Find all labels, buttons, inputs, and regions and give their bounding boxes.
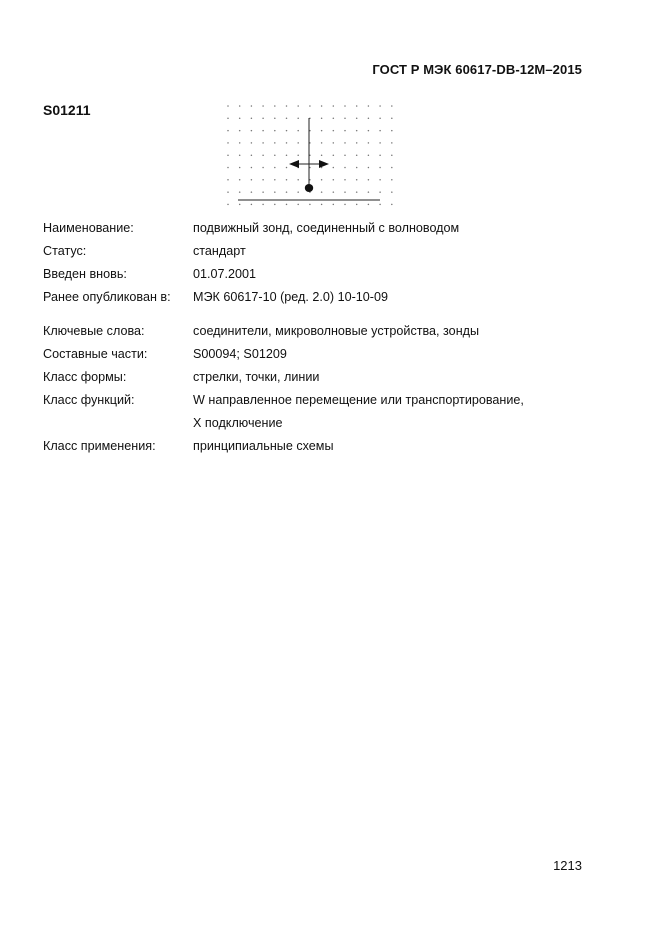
grid-dot bbox=[227, 167, 229, 169]
grid-dot bbox=[227, 130, 229, 132]
grid-dot bbox=[251, 204, 253, 206]
grid-dot bbox=[262, 179, 264, 181]
grid-dot bbox=[356, 167, 358, 169]
grid-dot bbox=[251, 167, 253, 169]
grid-dot bbox=[251, 179, 253, 181]
property-value: соединители, микроволновые устройства, зонды bbox=[193, 324, 480, 338]
grid-dot bbox=[309, 204, 311, 206]
grid-dot bbox=[286, 179, 288, 181]
grid-dot bbox=[274, 118, 276, 120]
grid-dot bbox=[379, 130, 381, 132]
property-label: Статус: bbox=[43, 244, 87, 258]
grid-dot bbox=[227, 142, 229, 144]
grid-dot bbox=[286, 167, 288, 169]
grid-dot bbox=[391, 142, 393, 144]
grid-dot bbox=[274, 179, 276, 181]
grid-dot bbox=[297, 142, 299, 144]
grid-dot bbox=[379, 105, 381, 107]
grid-dot bbox=[391, 179, 393, 181]
grid-dot bbox=[321, 191, 323, 193]
grid-dot bbox=[239, 179, 241, 181]
grid-dot bbox=[368, 130, 370, 132]
grid-dot bbox=[227, 204, 229, 206]
property-label: Введен вновь: bbox=[43, 267, 127, 281]
grid-dot bbox=[356, 204, 358, 206]
grid-dot bbox=[297, 130, 299, 132]
grid-dot bbox=[379, 167, 381, 169]
grid-dot bbox=[356, 154, 358, 156]
property-label: Класс применения: bbox=[43, 439, 156, 453]
grid-dot bbox=[321, 142, 323, 144]
grid-dot bbox=[251, 154, 253, 156]
grid-dot bbox=[368, 204, 370, 206]
grid-dot bbox=[262, 130, 264, 132]
arrow-head-left bbox=[289, 160, 299, 168]
grid-dot bbox=[344, 204, 346, 206]
grid-dot bbox=[344, 154, 346, 156]
grid-dot bbox=[368, 191, 370, 193]
grid-dot bbox=[262, 154, 264, 156]
grid-dot bbox=[333, 105, 335, 107]
property-label: Класс функций: bbox=[43, 393, 135, 407]
grid-dot bbox=[286, 105, 288, 107]
grid-dot bbox=[333, 191, 335, 193]
grid-dot bbox=[321, 130, 323, 132]
property-value: W направленное перемещение или транспортирование, bbox=[193, 393, 524, 407]
grid-dot bbox=[368, 142, 370, 144]
property-label: Наименование: bbox=[43, 221, 134, 235]
grid-dot bbox=[274, 167, 276, 169]
property-value: подвижный зонд, соединенный с волноводом bbox=[193, 221, 460, 235]
grid-dot bbox=[286, 130, 288, 132]
grid-dot bbox=[344, 179, 346, 181]
grid-dot bbox=[356, 130, 358, 132]
grid-dot bbox=[262, 142, 264, 144]
property-label: Ключевые слова: bbox=[43, 324, 145, 338]
grid-dot bbox=[239, 118, 241, 120]
grid-dot bbox=[391, 105, 393, 107]
grid-dot bbox=[297, 204, 299, 206]
property-label: Ранее опубликован в: bbox=[43, 290, 171, 304]
grid-dot bbox=[356, 105, 358, 107]
grid-dot bbox=[321, 204, 323, 206]
grid-dot bbox=[344, 118, 346, 120]
grid-dot bbox=[309, 105, 311, 107]
grid-dot bbox=[368, 154, 370, 156]
grid-dot bbox=[368, 167, 370, 169]
grid-dot bbox=[297, 191, 299, 193]
grid-dot bbox=[344, 167, 346, 169]
grid-dot bbox=[333, 204, 335, 206]
grid-dot bbox=[286, 204, 288, 206]
grid-dot bbox=[344, 191, 346, 193]
property-value: S00094; S01209 bbox=[193, 347, 287, 361]
grid-dot bbox=[251, 105, 253, 107]
grid-dot bbox=[391, 154, 393, 156]
grid-dot bbox=[368, 118, 370, 120]
grid-dot bbox=[262, 167, 264, 169]
grid-dot bbox=[262, 105, 264, 107]
grid-dot bbox=[262, 191, 264, 193]
grid-dot bbox=[368, 179, 370, 181]
grid-dot bbox=[286, 118, 288, 120]
grid-dot bbox=[379, 191, 381, 193]
grid-dot bbox=[379, 179, 381, 181]
grid-dot bbox=[239, 191, 241, 193]
grid-dot bbox=[274, 154, 276, 156]
grid-dot bbox=[333, 130, 335, 132]
grid-dot bbox=[297, 105, 299, 107]
grid-dot bbox=[344, 130, 346, 132]
grid-dot bbox=[321, 154, 323, 156]
grid-dot bbox=[297, 118, 299, 120]
grid-dot bbox=[321, 105, 323, 107]
grid-dot bbox=[321, 118, 323, 120]
grid-dot bbox=[391, 130, 393, 132]
grid-dot bbox=[379, 204, 381, 206]
grid-dot bbox=[379, 142, 381, 144]
page-number: 1213 bbox=[553, 858, 582, 873]
grid-dot bbox=[297, 179, 299, 181]
grid-dot bbox=[239, 204, 241, 206]
grid-dot bbox=[333, 167, 335, 169]
grid-dot bbox=[286, 142, 288, 144]
grid-dot bbox=[333, 118, 335, 120]
grid-dot bbox=[239, 105, 241, 107]
arrow-head-right bbox=[319, 160, 329, 168]
grid-dot bbox=[227, 118, 229, 120]
grid-dot bbox=[227, 191, 229, 193]
grid-dot bbox=[391, 204, 393, 206]
property-value: стрелки, точки, линии bbox=[193, 370, 320, 384]
grid-dot bbox=[286, 154, 288, 156]
grid-dot bbox=[239, 154, 241, 156]
grid-dot bbox=[286, 191, 288, 193]
property-label: Класс формы: bbox=[43, 370, 127, 384]
property-value: принципиальные схемы bbox=[193, 439, 334, 453]
page-header-standard: ГОСТ Р МЭК 60617-DB-12M–2015 bbox=[372, 62, 582, 77]
grid-dot bbox=[227, 154, 229, 156]
symbol-code: S01211 bbox=[43, 102, 91, 118]
grid-dot bbox=[239, 167, 241, 169]
grid-dot bbox=[344, 105, 346, 107]
grid-dot bbox=[274, 130, 276, 132]
grid-dot bbox=[274, 105, 276, 107]
property-value: 01.07.2001 bbox=[193, 267, 257, 281]
grid-dot bbox=[379, 154, 381, 156]
movable-probe-waveguide-symbol-icon bbox=[220, 100, 400, 215]
grid-dot bbox=[274, 191, 276, 193]
grid-dot bbox=[262, 204, 264, 206]
grid-dot bbox=[333, 179, 335, 181]
grid-dot bbox=[321, 179, 323, 181]
grid-dot bbox=[251, 130, 253, 132]
grid-dot bbox=[344, 142, 346, 144]
grid-dot bbox=[239, 130, 241, 132]
grid-dot bbox=[391, 118, 393, 120]
grid-dot bbox=[297, 154, 299, 156]
property-value: X подключение bbox=[193, 416, 283, 430]
grid-dot bbox=[251, 191, 253, 193]
grid-dot bbox=[251, 118, 253, 120]
probe-tip-dot bbox=[305, 184, 313, 192]
property-value: стандарт bbox=[193, 244, 246, 258]
grid-dot bbox=[274, 142, 276, 144]
grid-dot bbox=[251, 142, 253, 144]
grid-dot bbox=[356, 179, 358, 181]
grid-dot bbox=[356, 191, 358, 193]
grid-dot bbox=[379, 118, 381, 120]
grid-dot bbox=[227, 179, 229, 181]
grid-dot bbox=[333, 154, 335, 156]
grid-dot bbox=[239, 142, 241, 144]
grid-dot bbox=[274, 204, 276, 206]
grid-dot bbox=[368, 105, 370, 107]
grid-dot bbox=[356, 142, 358, 144]
property-label: Составные части: bbox=[43, 347, 148, 361]
grid-dot bbox=[391, 167, 393, 169]
grid-dot bbox=[391, 191, 393, 193]
grid-dot bbox=[262, 118, 264, 120]
property-value: МЭК 60617-10 (ред. 2.0) 10-10-09 bbox=[193, 290, 388, 304]
grid-dot bbox=[356, 118, 358, 120]
grid-dot bbox=[227, 105, 229, 107]
grid-dot bbox=[333, 142, 335, 144]
